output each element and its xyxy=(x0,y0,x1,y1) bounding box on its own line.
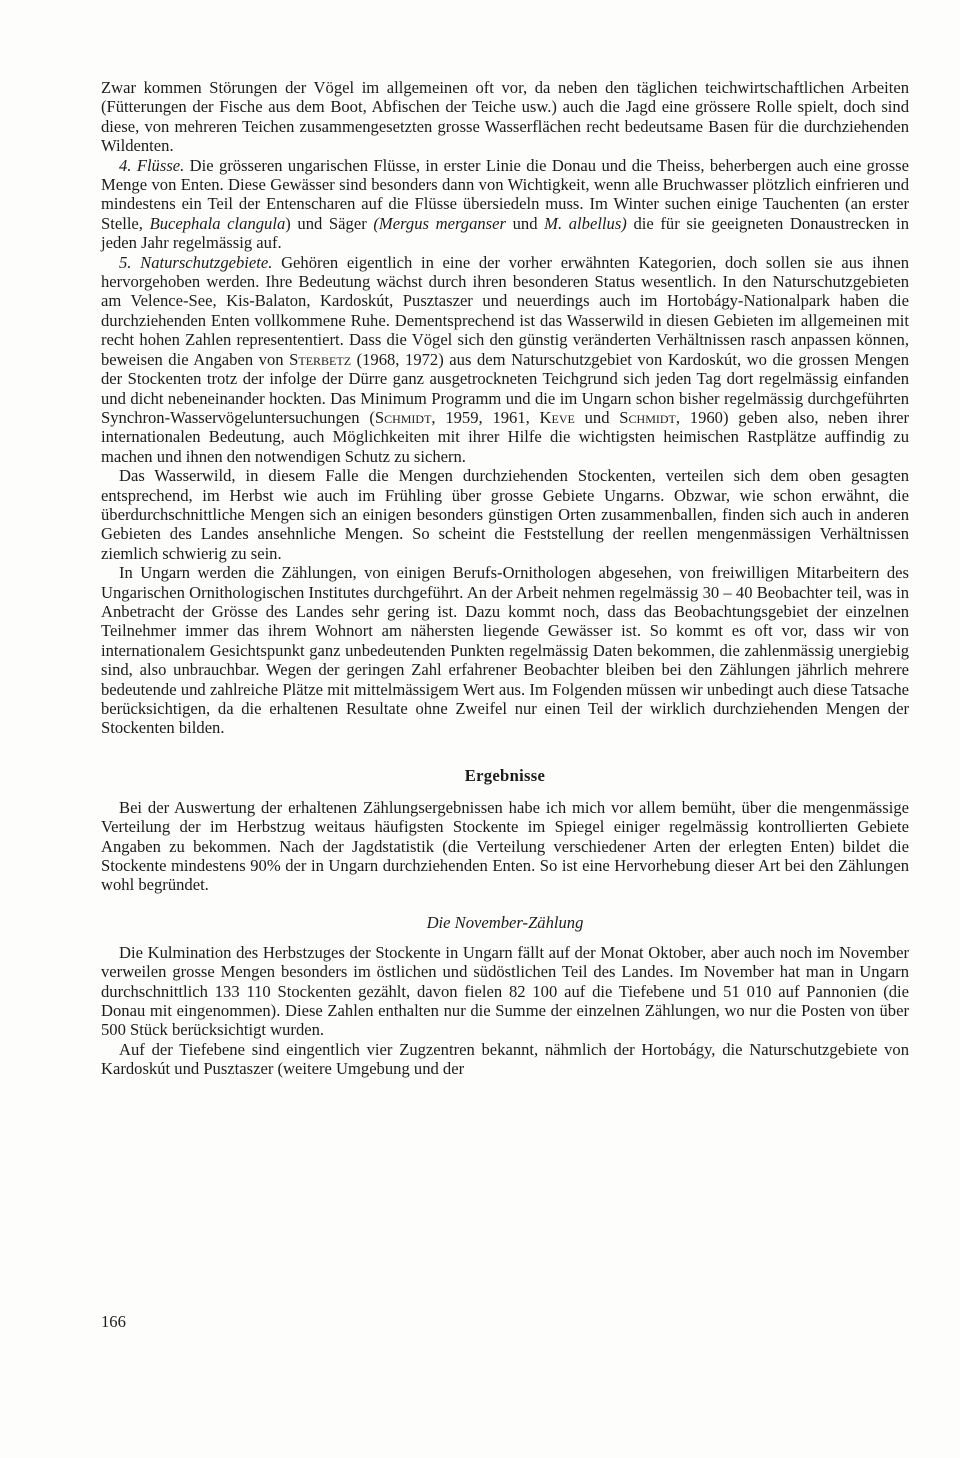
species-name: M. albellus) xyxy=(544,213,627,233)
author-citation: Keve xyxy=(539,407,575,427)
paragraph-counting: In Ungarn werden die Zählungen, von einigen Berufs-Ornithologen abgesehen, von freiwilligen Mitarbeitern des Ungarischen Ornithologischen Institutes durchgeführt. An der Arbeit nehmen regelmässig 30 – 40 Beobachter teil, was in Anbetracht der Grösse des Landes sehr gering ist. Dazu kommt noch, dass das Beobachtungsgebiet der einzelnen Teilnehmer immer das ihrem Wohnort am nähersten liegende Gewässer ist. So kommt es oft vor, dass wir von internationalem Gesichtspunkt ganz unbedeutenden Punkten regelmässig Daten bekommen, die zahlenmässig unergiebig sind, also unbrauchbar. Wegen der geringen Zahl erfahrener Beobachter bleiben bei den Zählungen jährlich mehrere bedeutende und zahlreiche Plätze mit mittelmässigem Wert aus. Im Folgenden müssen wir unbedingt auch diese Tatsache berücksichtigen, da die erhaltenen Resultate ohne Zweifel nur einen Teil der wirklich durchziehenden Mengen der Stockenten bilden. xyxy=(101,563,909,738)
section-title: Naturschutzgebiete. xyxy=(140,252,273,272)
article-body xyxy=(101,78,909,1079)
paragraph-november: Die Kulmination des Herbstzuges der Stockente in Ungarn fällt auf der Monat Oktober, aber auch noch im November verweilen grosse Mengen besonders im östlichen und südöstlichen Teil des Landes. Im November hat man in Ungarn durchschnittlich 133 110 Stockenten gezählt, davon fielen 82 100 auf die Tiefebene und 51 010 auf Pannonien (die Donau mit eingenommen). Diese Zahlen enthalten nur die Summe der einzelnen Zählungen, wo nur die Posten von über 500 Stück berücksichtigt wurden. xyxy=(101,942,909,1040)
paragraph-results: Bei der Auswertung der erhaltenen Zählungsergebnissen habe ich mich vor allem bemüht, über die mengenmässige Verteilung der im Herbstzug weitaus häufigsten Stockente im Spiegel einiger regelmässig kontrollierten Gebiete Angaben zu bekommen. Nach der Jagdstatistik (die Verteilung verschiedener Arten der erlegten Enten) bildet die Stockente mindestens 90% der in Ungarn durchziehenden Enten. So ist eine Hervorhebung dieser Art bei den Zählungen wohl begründet. xyxy=(101,797,909,895)
paragraph-rivers xyxy=(101,156,909,253)
text-run: , 1960) geben also, neben ihrer internationalen Bedeutung, auch Möglichkeiten mit ihrer Hilfe die wichtigsten heimischen Rastplätze auffindig zu machen und ihnen den notwendigen Schutz zu sichern. xyxy=(101,407,909,466)
paragraph-lowland: Auf der Tiefebene sind eingentlich vier Zugzentren bekannt, nähmlich der Hortobágy, die Naturschutzgebiete von Kardoskút und Pusztaszer (weitere Umgebung und der xyxy=(101,1039,909,1079)
text-run: die für sie geeigneten Donaustrecken in jeden Jahr regelmässig auf. xyxy=(101,213,909,253)
species-name: Bucephala clangula xyxy=(149,213,286,233)
author-citation: Schmidt xyxy=(374,407,432,427)
author-citation: Sterbetz xyxy=(289,349,352,369)
text-run: und xyxy=(505,213,545,233)
page-number: 166 xyxy=(101,1312,126,1331)
text-run: , 1959, 1961, xyxy=(431,407,540,427)
text-run: und xyxy=(574,407,620,427)
section-number: 5. xyxy=(119,252,132,272)
section-title: Flüsse. xyxy=(136,155,185,175)
paragraph-nature-reserves xyxy=(101,253,909,466)
text-run: Die grösseren ungarischen Flüsse, in erster Linie die Donau und die Theiss, beherbergen auch eine grosse Menge von Enten. Diese Gewässer sind besonders dann von Wichtigkeit, wenn alle Bruchwasser plötzlich einfrieren und mindestens ein Teil der Entenscharen auf die Flüsse übersiedeln muss. Im Winter suchen einige Tauchenten (an erster Stelle, xyxy=(101,155,909,233)
section-heading: Ergebnisse xyxy=(464,765,546,785)
species-name: (Mergus merganser xyxy=(373,213,506,233)
author-citation: Schmidt xyxy=(619,407,676,427)
subsection-heading: Die November-Zählung xyxy=(426,912,584,932)
paragraph-ponds: Zwar kommen Störungen der Vögel im allgemeinen oft vor, da neben den täglichen teichwirtschaftlichen Arbeiten (Fütterungen der Fische aus dem Boot, Abfischen der Teiche usw.) auch die Jagd eine grössere Rolle spielt, doch sind diese, von mehreren Teichen zusammengesetzten grosse Wasserflächen recht bedeutsame Basen für die durchziehenden Wildenten. xyxy=(101,78,909,156)
text-run: (1968, 1972) aus dem Naturschutzgebiet von Kardoskút, wo die grossen Mengen der Stockenten trotz der infolge der Dürre ganz ausgetrockneten Teichgrund sich jeden Tag dort regelmässig einfanden und dicht nebeneinander hockten. Das Minimum Programm und die im Ungarn schon bisher regelmässig durchgeführten Synchron-Wasservögeluntersuchungen ( xyxy=(101,349,909,427)
section-number: 4. xyxy=(119,155,132,175)
paragraph-distribution: Das Wasserwild, in diesem Falle die Mengen durchziehenden Stockenten, verteilen sich dem oben gesagten entsprechend, im Herbst wie auch im Frühling über grosse Gebiete Ungarns. Obzwar, wie schon erwähnt, die überdurchschnittliche Mengen sich an einigen besonders günstigen Orten zusammenballen, finden sich auch in anderen Gebieten des Landes ansehnliche Mengen. So scheint die Feststellung der reellen mengenmässigen Verhältnissen ziemlich schwierig zu sein. xyxy=(101,466,909,563)
text-run: ) und Säger xyxy=(285,213,374,233)
text-run: Gehören eigentlich in eine der vorher erwähnten Kategorien, doch sollen sie aus ihnen hervorgehoben werden. Ihre Bedeutung wächst durch ihren besonderen Status wesentlich. In den Naturschutzgebieten am Velence-See, Kis-Balaton, Kardoskút, Pusztaszer und neuerdings auch im Hortobágy-Nationalpark haben die durchziehenden Enten vollkommene Ruhe. Dementsprechend ist das Wasserwild in diesen Gebieten im allgemeinen mit recht hohen Zahlen represententiert. Dass die Vögel sich den günstig veränderten Verhältnissen rasch anpassen können, beweisen die Angaben von xyxy=(101,252,909,369)
